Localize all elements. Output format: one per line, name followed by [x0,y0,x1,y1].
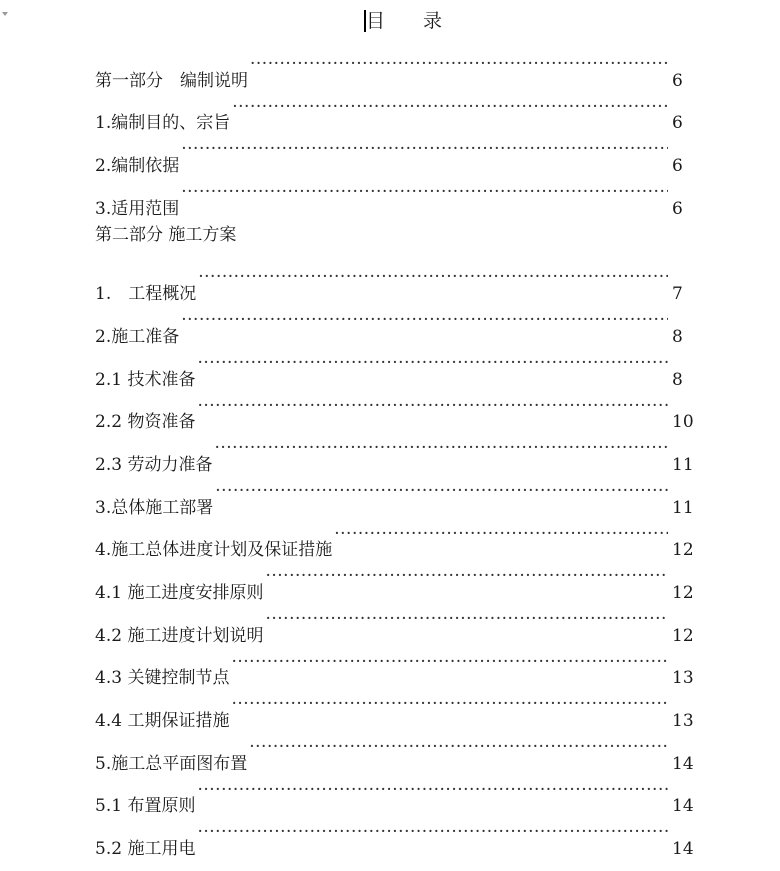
toc-entry-page: 12 [672,625,694,646]
toc-leader-dots [229,641,668,684]
toc-leader-dots [263,598,668,641]
toc-entry-page: 13 [672,711,694,731]
table-of-contents [95,43,700,860]
toc-entry-label: 2.编制依据 [95,156,180,177]
toc-entry-label: 5.1 布置原则 [95,796,196,817]
chevron-down-icon [2,12,8,16]
toc-entry-page: 12 [672,582,694,603]
toc-entry-page: 7 [672,284,683,305]
toc-entry[interactable] [95,214,700,257]
toc-entry-label: 2.1 技术准备 [95,369,196,390]
toc-entry-page: 8 [672,369,683,390]
toc-leader-dots [213,470,668,513]
toc-entry-label: 4.1 施工进度安排原则 [95,582,264,603]
toc-entry-label: 5.施工总平面图布置 [95,753,248,774]
toc-leader-dots [230,86,668,129]
toc-leader-dots [179,128,668,171]
toc-entry-label: 1. 工程概况 [95,284,197,305]
toc-entry-label: 1.编制目的、宗旨 [95,113,231,134]
toc-entry-label: 第一部分 编制说明 [95,70,248,91]
toc-entry-label: 4.施工总体进度计划及保证措施 [95,540,333,561]
toc-entry-page: 6 [672,70,683,91]
toc-entry-label: 5.2 施工用电 [95,839,196,860]
toc-entry-page: 14 [672,839,694,860]
toc-leader-dots [195,769,668,812]
toc-entry-page: 11 [672,497,694,518]
toc-entry-label: 2.2 物资准备 [95,412,196,433]
toc-entry-page: 6 [672,113,683,134]
toc-entry[interactable] [95,342,700,390]
toc-entry[interactable] [95,299,700,347]
toc-leader-dots [332,513,668,556]
toc-entry-label: 3.总体施工部署 [95,497,214,518]
toc-leader-dots [263,555,668,598]
toc-entry-label: 2.3 劳动力准备 [95,454,213,475]
toc-entry-page: 14 [672,753,694,774]
toc-entry-label: 4.4 工期保证措施 [95,711,230,731]
toc-entry-page: 6 [672,198,683,219]
toc-entry-page: 8 [672,326,683,347]
toc-entry-page: 10 [672,412,694,433]
toc-entry-page: 6 [672,156,683,177]
toc-entry[interactable] [95,256,700,305]
toc-leader-dots [229,683,668,726]
toc-entry-page: 11 [672,454,694,475]
toc-leader-dots [195,342,668,385]
toc-entry-page: 13 [672,668,694,689]
toc-entry-label: 2.施工准备 [95,326,180,347]
toc-entry[interactable] [95,128,700,177]
toc-entry[interactable] [95,43,700,91]
toc-entry-page: 14 [672,796,694,817]
page-title: 目 录 [366,10,443,32]
toc-leader-dots [196,256,668,299]
toc-entry-page: 12 [672,540,694,561]
toc-entry-label: 第二部分 施工方案 [95,224,237,245]
toc-leader-dots [212,427,668,470]
toc-leader-dots [179,299,668,342]
toc-leader-dots [248,43,668,86]
toc-leader-dots [179,171,668,214]
toc-entry-label: 3.适用范围 [95,198,180,219]
toc-entry-label: 4.2 施工进度计划说明 [95,625,264,646]
toc-entry[interactable] [95,171,700,219]
toc-entry-label: 4.3 关键控制节点 [95,668,230,689]
toc-leader-dots [247,726,668,769]
toc-leader-dots [195,811,668,854]
toc-leader-dots [195,385,668,428]
